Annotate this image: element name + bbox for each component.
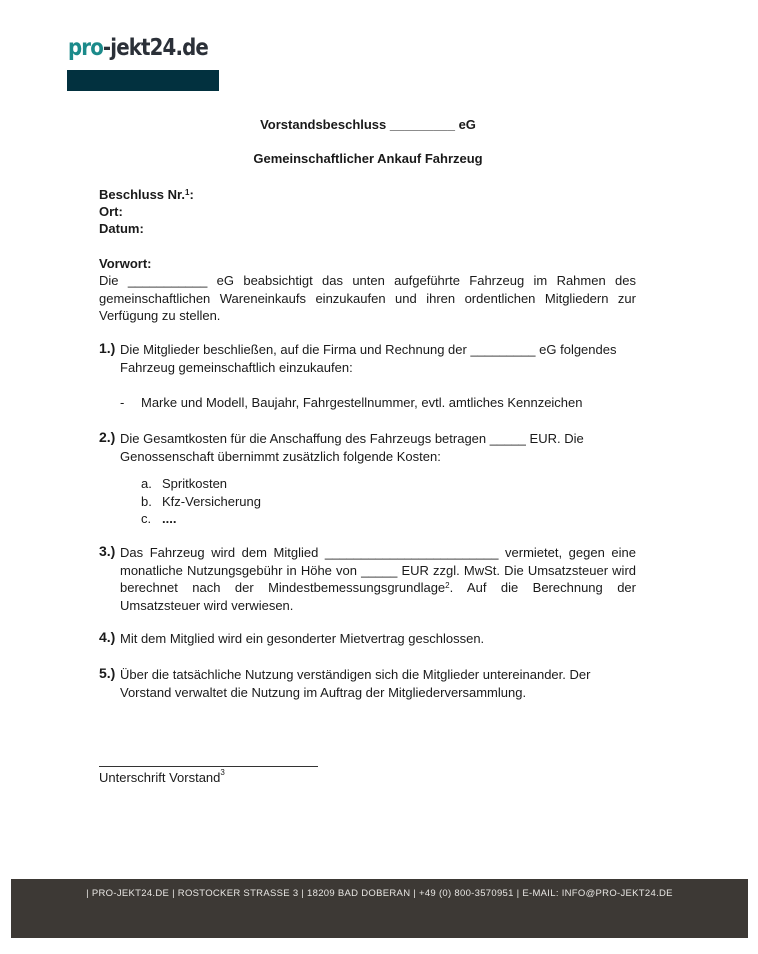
logo <box>68 34 220 62</box>
resolution-item-2: 2.) Die Gesamtkosten für die Anschaffung des Fahrzeugs betragen _____ EUR. Die Genossenschaft übernimmt zusätzlich folgende Kosten: <box>99 429 584 464</box>
list-item: b. Kfz-Versicherung <box>141 493 261 509</box>
resolution-item-5: 5.) Über die tatsächliche Nutzung verständigen sich die Mitglieder untereinander. Der Vorstand verwaltet die Nutzung im Auftrag der Mitgliederversammlung. <box>99 665 591 700</box>
list-item: a. Spritkosten <box>141 476 228 491</box>
list-item: c. .... <box>141 511 177 526</box>
resolution-item-4: 4.) Mit dem Mitglied wird ein gesonderter Mietvertrag geschlossen. <box>99 629 485 646</box>
vorwort-heading: Vorwort: <box>99 256 152 271</box>
vorwort-text: Die ___________ eG beabsichtigt das unten aufgeführte Fahrzeug im Rahmen des gemeinschaftlichen Wareneinkaufs einzukaufen und ihren ordentlichen Mitgliedern zur Verfügung zu stellen. <box>99 273 636 323</box>
signature-line <box>99 766 318 767</box>
footer-contact-text: | PRO-JEKT24.DE | ROSTOCKER STRASSE 3 | 18209 BAD DOBERAN | +49 (0) 800-3570951 | E-MAIL: INFO@PRO-JEKT24.DE <box>86 888 673 899</box>
datum-field: Datum: <box>99 221 144 236</box>
vehicle-details-list <box>120 394 583 412</box>
beschluss-field: Beschluss Nr.$^1$: <box>99 187 194 202</box>
footnote-ref: 3 <box>220 768 225 777</box>
logo-wordmark: pro-jekt24.de <box>68 35 208 61</box>
costs-list <box>141 475 261 528</box>
resolution-item-1: 1.) Die Mitglieder beschließen, auf die Firma und Rechnung der _________ eG folgendes Fahrzeug gemeinschaftlich einzukaufen: <box>99 340 617 375</box>
footnote-ref: 1 <box>185 188 190 197</box>
resolution-item-3: 3.) Das Fahrzeug wird dem Mitglied ________________________ vermietet, gegen eine monatliche Nutzungsgebühr in Höhe von _____ EUR zzgl. MwSt. Die Umsatzsteuer wird berechnet nach der Mindestbemessungsgrundlage$^2$. Auf die Berechnung der Umsatzsteuer wird verwiesen. <box>99 543 636 613</box>
signature-label: Unterschrift Vorstand$^3$ <box>99 768 225 785</box>
footnote-ref: 2 <box>445 581 450 590</box>
ort-field: Ort: <box>99 204 123 219</box>
logo-bar <box>67 70 219 91</box>
document-title: Vorstandsbeschluss _________ eG <box>260 117 476 132</box>
list-item: - Marke und Modell, Baujahr, Fahrgestellnummer, evtl. amtliches Kennzeichen <box>120 395 583 410</box>
document-subtitle: Gemeinschaftlicher Ankauf Fahrzeug <box>253 151 483 166</box>
footer-bar <box>11 879 748 938</box>
